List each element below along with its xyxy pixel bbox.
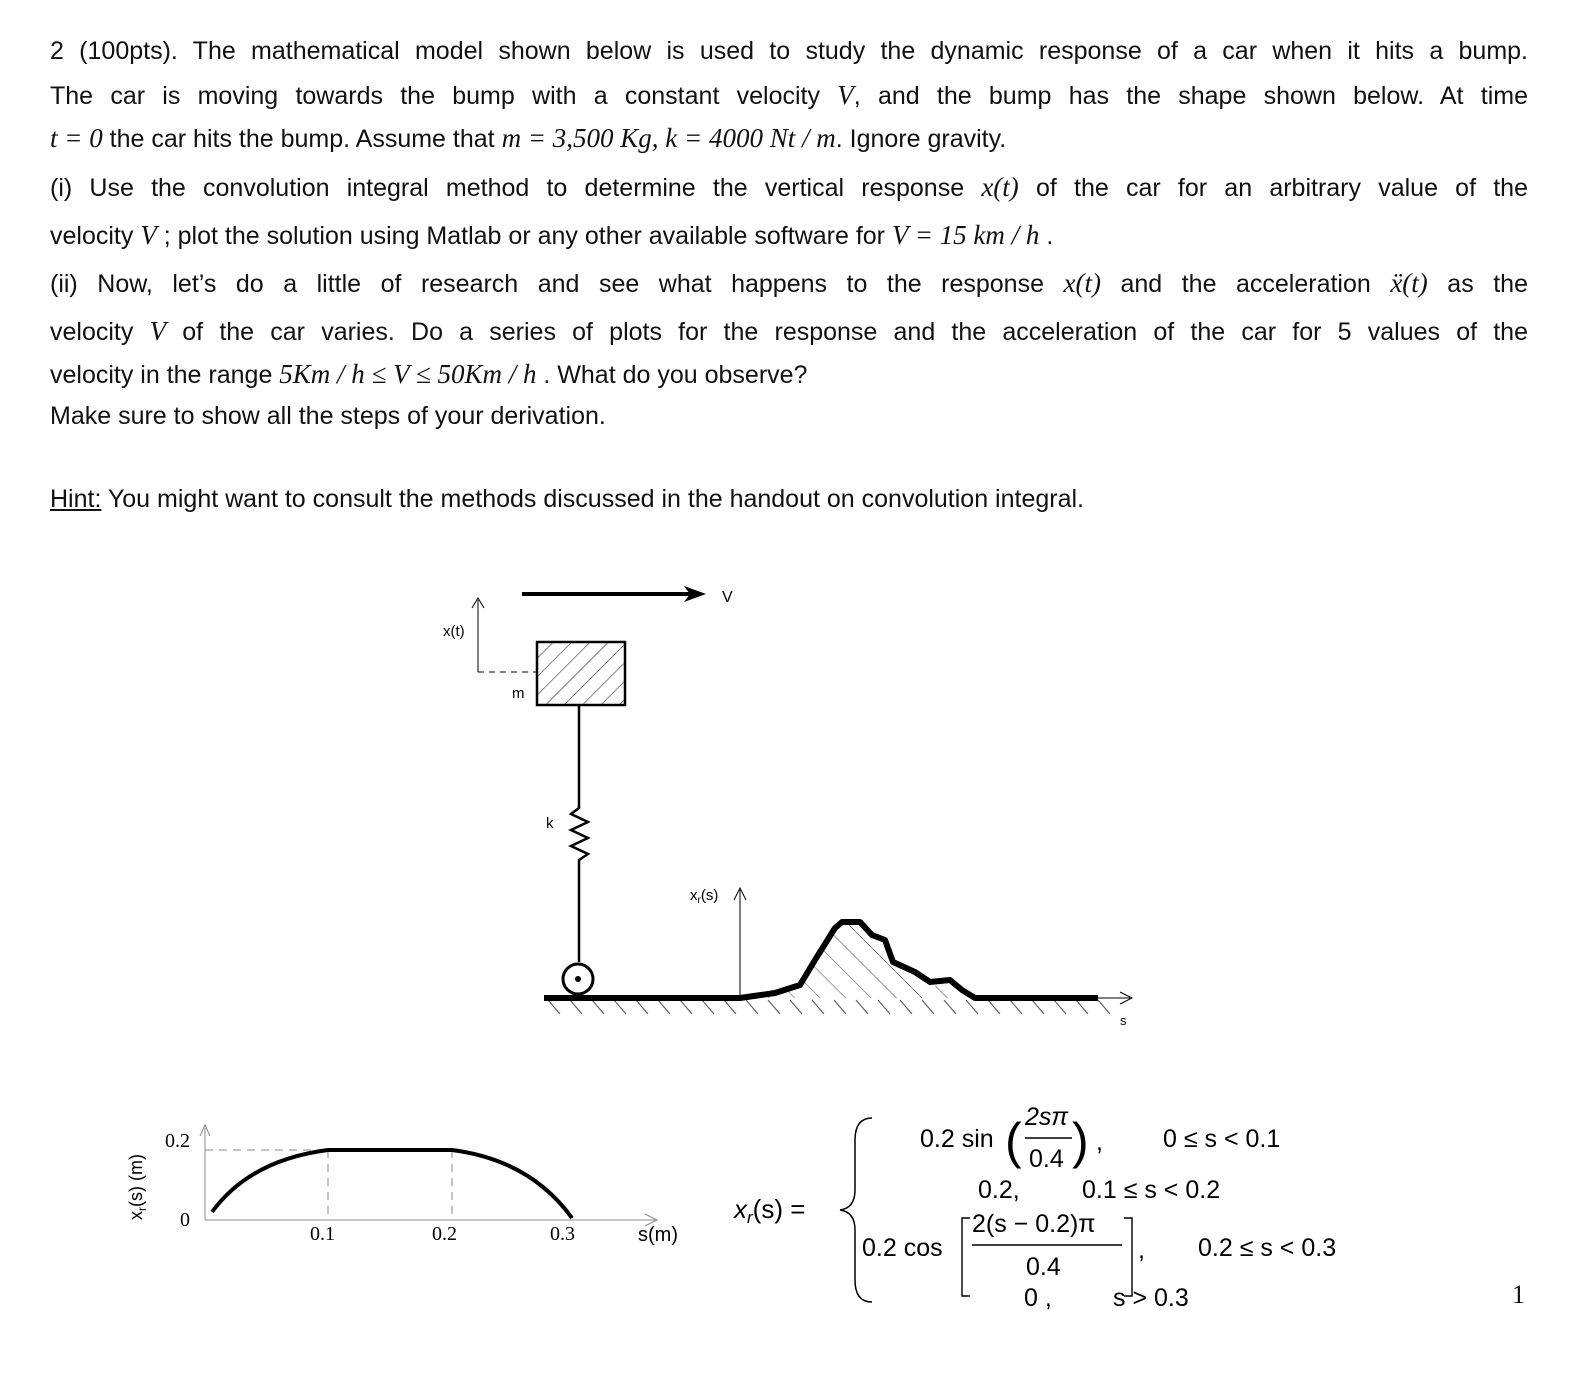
y-axis-label: $x_r(s)$ (m) <box>126 1154 149 1220</box>
spring <box>571 705 588 962</box>
bump-curve <box>212 1150 572 1218</box>
case1-cond: 0 ≤ s < 0.1 <box>1163 1125 1281 1153</box>
spring-label: k <box>546 815 554 832</box>
problem-line-3: t = 0 the car hits the bump. Assume that m = 3,500 Kg, k = 4000 Nt / m. Ignore gravity. <box>50 123 1007 153</box>
y-tick-0-2: 0.2 <box>165 1130 190 1152</box>
hint-text: You might want to consult the methods discussed in the handout on convolution integral. <box>101 485 1084 513</box>
s-label: s <box>1120 1013 1127 1028</box>
page-number: 1 <box>1512 1280 1525 1309</box>
problem-line-2: The car is moving towards the bump with a constant velocity V, and the bump has the shape shown below. At time <box>50 80 1528 110</box>
case3-num: 2(s − 0.2)π <box>972 1210 1096 1238</box>
case4-cond: s > 0.3 <box>1113 1284 1189 1312</box>
part-ii-line-3: velocity in the range 5Km / h ≤ V ≤ 50Km / h . What do you observe? <box>50 359 808 389</box>
bump-shape-plot <box>200 1125 657 1226</box>
case3-den: 0.4 <box>1026 1253 1061 1281</box>
x-tick-0-1: 0.1 <box>310 1223 335 1245</box>
hint-label: Hint: <box>50 485 102 513</box>
case2-cond: 0.1 ≤ s < 0.2 <box>1082 1176 1221 1204</box>
mass-block <box>537 642 625 705</box>
paren-left: ( <box>1005 1113 1022 1169</box>
part-i-line-2: velocity V ; plot the solution using Matlab or any other available software for V = 15 km / h . <box>50 220 1054 250</box>
xt-label: x(t) <box>443 623 465 640</box>
x-axis-label: s(m) <box>638 1224 678 1246</box>
case3-comma: , <box>1138 1236 1145 1264</box>
piecewise-brace <box>840 1118 872 1302</box>
part-ii-line-1: (ii) Now, let’s do a little of research and see what happens to the response x(t) and the acceleration ẍ(t) as the <box>50 268 1528 298</box>
piecewise-equation <box>732 1103 1336 1312</box>
case3-expr: 0.2 cos <box>862 1234 943 1262</box>
xt-arrow <box>472 598 536 672</box>
piecewise-lhs: xr(s) = <box>734 1194 806 1227</box>
problem-line-1: 2 (100pts). The mathematical model shown below is used to study the dynamic response of a car when it hits a bump. <box>50 37 1528 65</box>
paren-right: ) <box>1072 1113 1089 1169</box>
part-i-line-1: (i) Use the convolution integral method to determine the vertical response x(t) of the car for an arbitrary value of the <box>50 172 1528 202</box>
case1-num: 2sπ <box>1025 1103 1069 1131</box>
case2-expr: 0.2, <box>978 1176 1020 1204</box>
part-ii-line-2: velocity V of the car varies. Do a series of plots for the response and the acceleration of the car for 5 values of the <box>50 316 1528 346</box>
x-tick-0-2: 0.2 <box>432 1223 457 1245</box>
mass-label: m <box>512 685 525 702</box>
case4-expr: 0 , <box>1024 1284 1052 1312</box>
velocity-arrow <box>522 586 706 602</box>
case1-expr: 0.2 sin <box>920 1125 994 1153</box>
y-tick-0: 0 <box>180 1209 190 1231</box>
case1-den: 0.4 <box>1029 1145 1064 1173</box>
ground-hatch <box>548 1000 1110 1014</box>
x-tick-0-3: 0.3 <box>550 1223 575 1245</box>
case1-comma: , <box>1096 1128 1103 1156</box>
case3-cond: 0.2 ≤ s < 0.3 <box>1198 1234 1337 1262</box>
part-ii-line-4: Make sure to show all the steps of your derivation. <box>50 402 606 430</box>
xr-label: $x_r(s)$ <box>690 887 719 906</box>
velocity-label: V <box>722 589 733 606</box>
